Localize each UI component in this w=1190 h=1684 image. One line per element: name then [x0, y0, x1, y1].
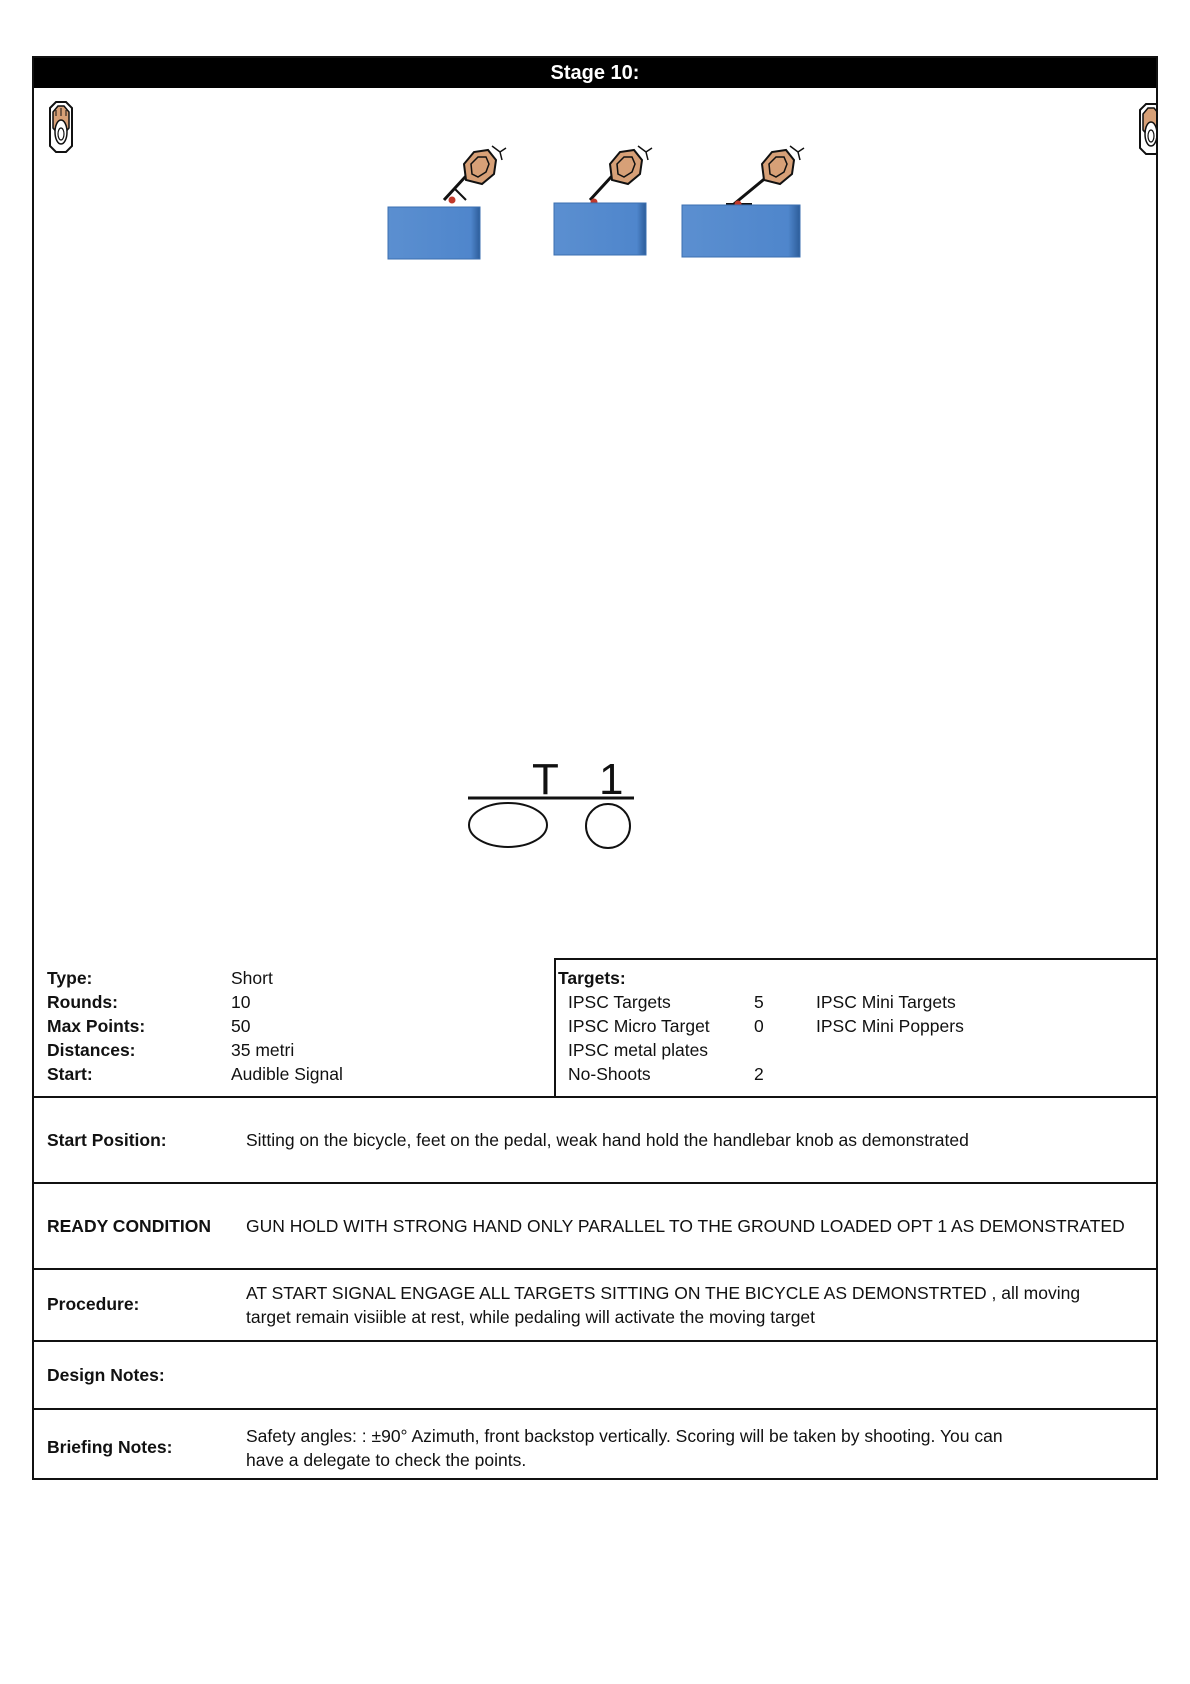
- target-name: IPSC metal plates: [568, 1040, 709, 1060]
- briefing-notes-label: Briefing Notes:: [47, 1437, 173, 1457]
- distances-label: Distances:: [47, 1040, 136, 1060]
- start-position-text: Sitting on the bicycle, feet on the pedal, weak hand hold the handlebar knob as demonstrated: [246, 1130, 969, 1150]
- start-value: Audible Signal: [231, 1064, 343, 1084]
- target-name: No-Shoots: [568, 1064, 651, 1084]
- design-notes-label: Design Notes:: [47, 1365, 165, 1385]
- briefing-notes-text-line-2: have a delegate to check the points.: [246, 1450, 527, 1470]
- popper-target-icon: [444, 146, 506, 204]
- stage-diagram: [34, 88, 1156, 958]
- procedure-section: [34, 1268, 1156, 1340]
- ipsc-target-icon: [1140, 104, 1156, 154]
- procedure-text-line-2: target remain visiible at rest, while pedaling will activate the moving target: [246, 1307, 816, 1327]
- max-points-value: 50: [231, 1016, 251, 1036]
- barrel-cover-icon: [388, 207, 480, 259]
- start-label: Start:: [47, 1064, 93, 1084]
- target-extra: IPSC Mini Poppers: [816, 1016, 964, 1036]
- distances-value: 35 metri: [231, 1040, 295, 1060]
- design-notes-section: [34, 1340, 1156, 1408]
- ready-condition-text: GUN HOLD WITH STRONG HAND ONLY PARALLEL TO THE GROUND LOADED OPT 1 AS DEMONSTRATED: [246, 1216, 1125, 1236]
- shooter-mark-t: T: [532, 755, 559, 804]
- target-name: IPSC Micro Target: [568, 1016, 710, 1036]
- type-label: Type:: [47, 968, 93, 988]
- targets-heading: Targets:: [558, 968, 626, 988]
- popper-target-icon: [590, 146, 652, 206]
- target-extra: IPSC Mini Targets: [816, 992, 956, 1012]
- popper-target-icon: [726, 146, 804, 208]
- shooter-mark-1: 1: [599, 755, 624, 804]
- stage-title: Stage 10:: [34, 58, 1156, 88]
- barrel-cover-icon: [554, 203, 646, 255]
- barrel-cover-icon: [682, 205, 800, 257]
- briefing-notes-section: [34, 1408, 1156, 1478]
- ipsc-target-icon: [50, 102, 72, 152]
- max-points-label: Max Points:: [47, 1016, 146, 1036]
- procedure-label: Procedure:: [47, 1294, 140, 1314]
- start-position-section: [34, 1096, 1156, 1182]
- stage-sheet: [32, 56, 1158, 1480]
- start-position-label: Start Position:: [47, 1130, 167, 1150]
- target-name: IPSC Targets: [568, 992, 671, 1012]
- type-value: Short: [231, 968, 273, 988]
- rounds-value: 10: [231, 992, 251, 1012]
- rounds-label: Rounds:: [47, 992, 118, 1012]
- ready-condition-section: [34, 1182, 1156, 1268]
- stage-diagram-svg: [34, 88, 1156, 958]
- procedure-text-line-1: AT START SIGNAL ENGAGE ALL TARGETS SITTING ON THE BICYCLE AS DEMONSTRTED , all moving: [246, 1283, 1081, 1303]
- briefing-notes-text-line-1: Safety angles: : ±90° Azimuth, front backstop vertically. Scoring will be taken by shooting. You can: [246, 1426, 1003, 1446]
- stage-info: [34, 958, 1156, 1096]
- bicycle-icon: [468, 755, 634, 848]
- targets-box: [554, 958, 1156, 1096]
- target-count: 5: [754, 992, 764, 1012]
- target-count: 0: [754, 1016, 764, 1036]
- ready-condition-label: READY CONDITION: [47, 1216, 211, 1236]
- target-count: 2: [754, 1064, 764, 1084]
